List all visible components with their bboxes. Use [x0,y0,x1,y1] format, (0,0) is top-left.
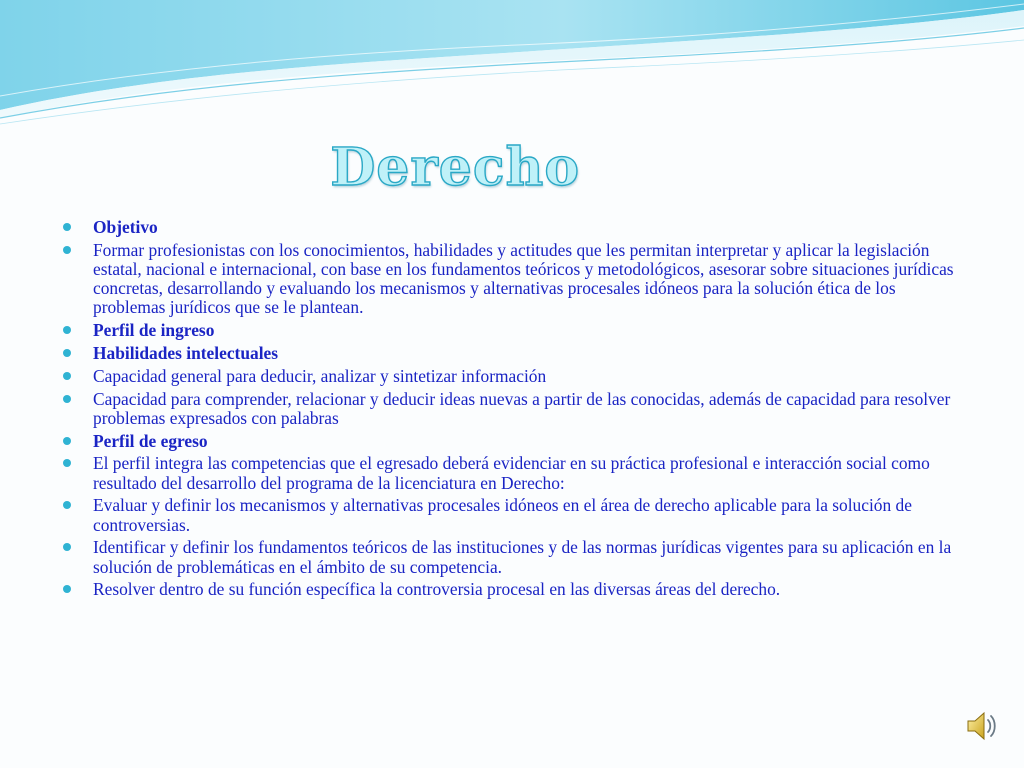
slide-title [0,137,916,198]
list-item-text: El perfil integra las competencias que el egresado deberá evidenciar en su práctica profesional e interacción social como resultado del desarrollo del programa de la licenciatura en Derecho: [93,453,930,493]
bullet-dot-icon [63,326,71,334]
bullet-dot-icon [63,372,71,380]
list-item [62,344,967,363]
list-item-text: Formar profesionistas con los conocimientos, habilidades y actitudes que les permitan interpretar y aplicar la legislación estatal, nacional e internacional, con base en los fundamentos teóricos y metodológicos, asesorar sobre situaciones jurídicas concretas, desarrollando y evaluando los mecanismos y alternativas procesales idóneos para la solución ética de los problemas jurídicos que se le plantean. [93,239,954,318]
list-item [62,454,967,492]
bullet-dot-icon [63,543,71,551]
list-item [62,390,967,428]
list-item-text: Objetivo [93,217,158,237]
bullet-dot-icon [63,246,71,254]
bullet-dot-icon [63,459,71,467]
list-item [62,580,967,599]
list-item [62,538,967,576]
list-item [62,367,967,386]
bullet-dot-icon [63,223,71,231]
bullet-list [62,218,967,603]
list-item-text: Perfil de egreso [93,430,208,451]
list-item-text: Capacidad para comprender, relacionar y deducir ideas nuevas a partir de las conocidas, además de capacidad para resolver problemas expresados con palabras [93,388,951,428]
list-item [62,432,967,451]
bullet-dot-icon [63,585,71,593]
list-item [62,321,967,340]
list-item-text: Evaluar y definir los mecanismos y alternativas procesales idóneos en el área de derecho aplicable para la solución de controversias. [93,495,912,535]
bullet-dot-icon [63,437,71,445]
wave-header-decoration [0,0,1024,130]
list-item-text: Resolver dentro de su función específica la controversia procesal en las diversas áreas del derecho. [93,579,781,600]
speaker-icon[interactable] [962,706,1002,746]
list-item-text: Identificar y definir los fundamentos teóricos de las instituciones y de las normas jurídicas vigentes para su aplicación en la solución de problemáticas en el ámbito de su competencia. [93,537,952,577]
list-item [62,241,967,318]
bullet-dot-icon [63,349,71,357]
bullet-dot-icon [63,501,71,509]
list-item [62,496,967,534]
list-item-text: Perfil de ingreso [93,320,215,341]
list-item-text: Capacidad general para deducir, analizar y sintetizar información [93,365,547,386]
slide-title-text: Derecho [330,137,580,198]
bullet-dot-icon [63,395,71,403]
list-item [62,218,967,237]
list-item-text: Habilidades intelectuales [93,343,279,363]
